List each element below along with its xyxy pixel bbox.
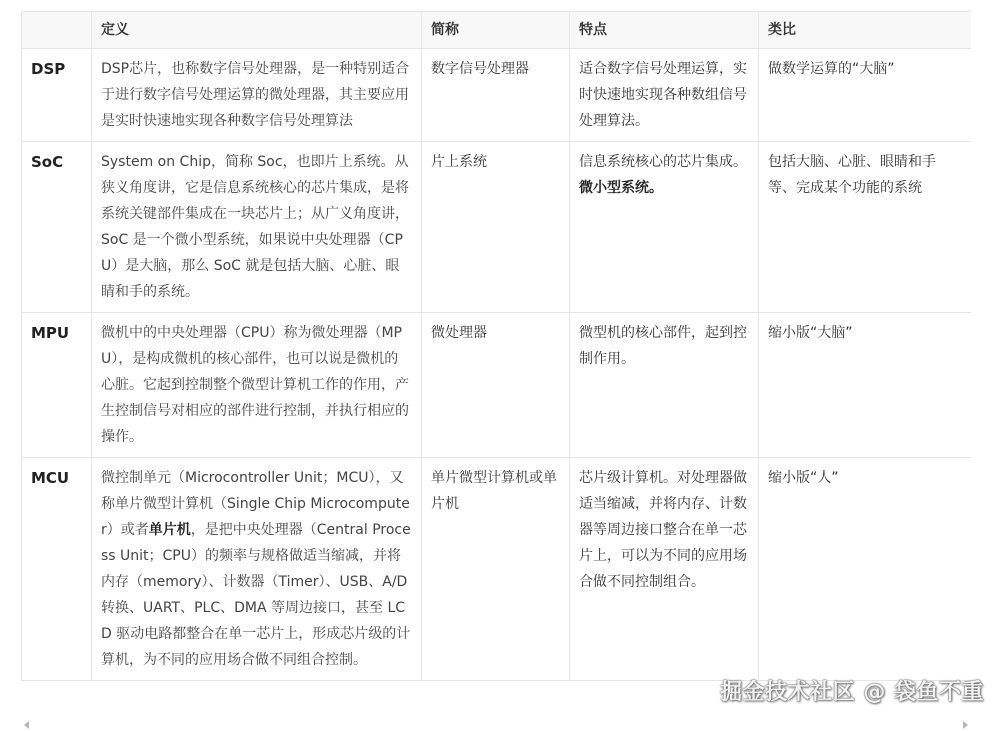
row-definition: DSP芯片，也称数字信号处理器，是一种特别适合于进行数字信号处理运算的微处理器，其主要应用是实时快速地实现各种数字信号处理算法 [92, 49, 422, 142]
features-text: 信息系统核心的芯片集成。 [579, 154, 747, 170]
row-features: 微型机的核心部件，起到控制作用。 [570, 313, 759, 458]
row-analogy: 缩小版“人” [759, 458, 972, 681]
row-features [570, 142, 759, 313]
header-features: 特点 [570, 12, 759, 49]
row-short-name: 微处理器 [422, 313, 570, 458]
header-short-name: 简称 [422, 12, 570, 49]
row-features: 芯片级计算机。对处理器做适当缩减，并将内存、计数器等周边接口整合在单一芯片上，可以为不同的应用场合做不同控制组合。 [570, 458, 759, 681]
row-analogy: 做数学运算的“大脑” [759, 49, 972, 142]
scroll-left-arrow-icon[interactable] [24, 721, 29, 729]
row-features: 适合数字信号处理运算，实时快速地实现各种数组信号处理算法。 [570, 49, 759, 142]
row-term: MCU [22, 458, 92, 681]
horizontal-scrollbar[interactable] [21, 718, 971, 731]
header-term [22, 12, 92, 49]
comparison-table [21, 11, 971, 681]
row-definition: System on Chip，简称 Soc，也即片上系统。从狭义角度讲，它是信息系统核心的芯片集成，是将系统关键部件集成在一块芯片上；从广义角度讲，SoC 是一个微小型系统，如果说中央处理器（CPU）是大脑，那么 SoC 就是包括大脑、心脏、眼睛和手的系统。 [92, 142, 422, 313]
table-row-mpu [22, 313, 972, 458]
row-short-name: 数字信号处理器 [422, 49, 570, 142]
row-short-name: 片上系统 [422, 142, 570, 313]
header-analogy: 类比 [759, 12, 972, 49]
comparison-table-container [21, 11, 971, 718]
row-definition [92, 458, 422, 681]
definition-text: ，是把中央处理器（Central Process Unit；CPU）的频率与规格做适当缩减，并将内存（memory）、计数器（Timer）、USB、A/D转换、UART、PLC、DMA 等周边接口，甚至 LCD 驱动电路都整合在单一芯片上，形成芯片级的计算机，为不同的应用场合做不同组合控制。 [101, 522, 411, 668]
row-short-name: 单片微型计算机或单片机 [422, 458, 570, 681]
row-term: SoC [22, 142, 92, 313]
table-row-mcu [22, 458, 972, 681]
watermark: 掘金技术社区 @ 袋鱼不重 [720, 680, 984, 705]
row-term: DSP [22, 49, 92, 142]
table-row-dsp [22, 49, 972, 142]
row-analogy: 缩小版“大脑” [759, 313, 972, 458]
definition-bold-text: 单片机 [148, 522, 191, 538]
row-definition: 微机中的中央处理器（CPU）称为微处理器（MPU），是构成微机的核心部件，也可以说是微机的心脏。它起到控制整个微型计算机工作的作用，产生控制信号对相应的部件进行控制，并执行相应的操作。 [92, 313, 422, 458]
table-row-soc [22, 142, 972, 313]
header-definition: 定义 [92, 12, 422, 49]
features-bold-text: 微小型系统。 [579, 180, 663, 196]
definition-text: 微控制单元（Microcontroller Unit；MCU），又称单片微型计算机（Single Chip Microcomputer）或者 [101, 470, 410, 538]
scroll-right-arrow-icon[interactable] [963, 721, 968, 729]
row-analogy: 包括大脑、心脏、眼睛和手等、完成某个功能的系统 [759, 142, 972, 313]
row-term: MPU [22, 313, 92, 458]
table-header-row [22, 12, 972, 49]
